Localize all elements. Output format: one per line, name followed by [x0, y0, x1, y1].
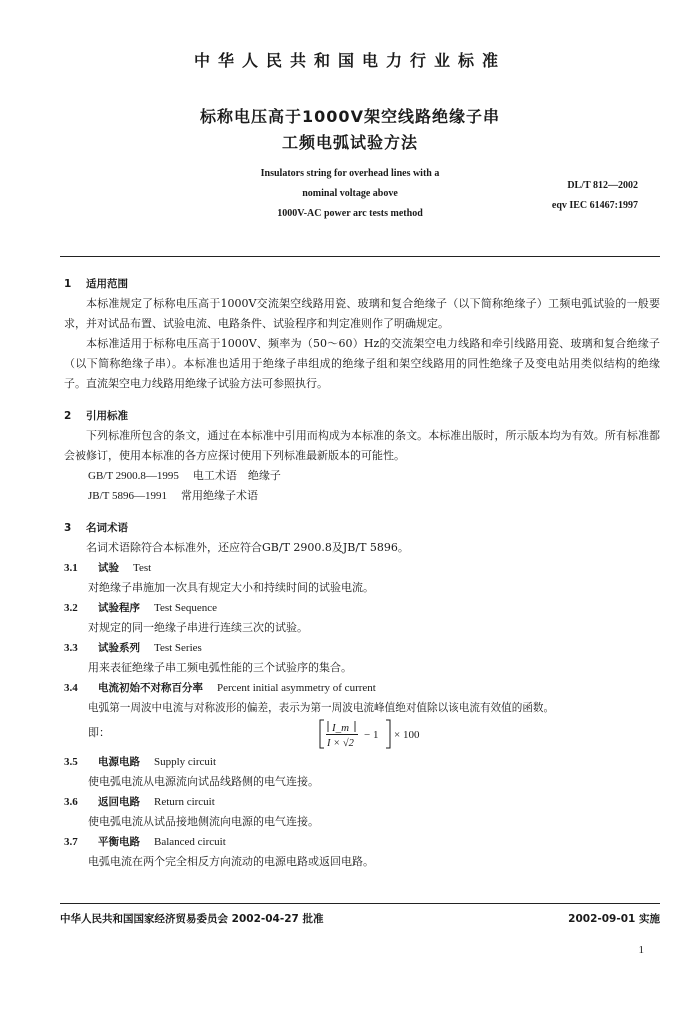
term-chinese: 返回电路	[98, 796, 140, 808]
title-chinese-line-2: 工频电弧试验方法	[281, 133, 418, 152]
paragraph: 本标准适用于标称电压高于1000V、频率为（50～60）Hz的交流架空电力线路和牵引线路用瓷、玻璃和复合绝缘子（以下简称绝缘子串）。本标准也适用于绝缘子串组成的绝缘子组和架空线路用的同性绝缘子及变电站用类似结构的绝缘子。直流架空电力线路用绝缘子试验方法可参照执行。	[64, 337, 660, 390]
term-heading	[64, 792, 660, 812]
reference-item	[88, 466, 660, 486]
paragraph: 下列标准所包含的条文，通过在本标准中引用而构成为本标准的条文。本标准出版时，所示版本均为有效。所有标准都会被修订，使用本标准的各方应探讨使用下列标准最新版本的可能性。	[64, 429, 660, 462]
title-english-line-2: nominal voltage above	[302, 188, 398, 199]
term-chinese: 平衡电路	[98, 836, 140, 848]
title-english-line-3: 1000V-AC power arc tests method	[277, 208, 423, 219]
reference-title: 电工术语 绝缘子	[192, 469, 281, 482]
term-definition: 对绝缘子串施加一次具有规定大小和持续时间的试验电流。	[88, 581, 374, 594]
asymmetry-formula	[318, 718, 448, 750]
term-english: Test Series	[154, 642, 202, 654]
document-body	[64, 274, 660, 872]
term-number: 3.1	[64, 562, 78, 574]
reference-title: 常用绝缘子术语	[180, 489, 258, 502]
formula-graphic	[318, 718, 448, 750]
term-number: 3.3	[64, 642, 78, 654]
section-title: 名词术语	[86, 522, 128, 534]
formula-times-hundred: × 100	[394, 729, 420, 741]
term-number: 3.7	[64, 836, 78, 848]
standard-code-block	[438, 176, 638, 216]
term-chinese: 电流初始不对称百分率	[98, 682, 203, 694]
term-definition: 电弧电流在两个完全相反方向流动的电源电路或返回电路。	[88, 855, 374, 868]
term-heading	[64, 558, 660, 578]
term-heading	[64, 678, 660, 698]
term-chinese: 电源电路	[98, 756, 140, 768]
term-definition: 电弧第一周波中电流与对称波形的偏差，表示为第一周波电流峰值绝对值除以该电流有效值的函数。	[88, 702, 555, 714]
section-title: 适用范围	[86, 278, 128, 290]
section-heading-terms	[64, 518, 660, 538]
header-divider	[60, 256, 660, 257]
term-english: Supply circuit	[154, 756, 217, 768]
term-english: Balanced circuit	[154, 836, 226, 848]
term-heading	[64, 832, 660, 852]
standard-equivalent: eqv IEC 61467:1997	[551, 200, 638, 211]
formula-row	[88, 718, 660, 752]
standard-code: DL/T 812—2002	[567, 180, 638, 191]
paragraph: 名词术语除符合本标准外，还应符合GB/T 2900.8及JB/T 5896。	[86, 541, 409, 554]
section-heading-scope	[64, 274, 660, 294]
term-heading	[64, 752, 660, 772]
section-title: 引用标准	[86, 410, 128, 422]
reference-code: GB/T 2900.8—1995	[88, 470, 179, 482]
term-definition: 用来表征绝缘子串工频电弧性能的三个试验序的集合。	[88, 661, 352, 674]
term-english: Percent initial asymmetry of current	[217, 682, 376, 694]
term-definition: 使电弧电流从电源流向试品线路侧的电气连接。	[88, 775, 319, 788]
standard-category-header: 中华人民共和国电力行业标准	[193, 51, 506, 70]
term-chinese: 试验程序	[98, 602, 140, 614]
formula-label: 即：	[88, 726, 110, 739]
formula-minus-one: − 1	[364, 729, 379, 741]
footer-divider	[60, 903, 660, 904]
term-heading	[64, 598, 660, 618]
term-english: Test	[133, 562, 152, 574]
term-english: Return circuit	[154, 796, 215, 808]
approval-info: 中华人民共和国国家经济贸易委员会 2002-04-27 批准	[60, 913, 324, 925]
term-number: 3.5	[64, 756, 78, 768]
title-chinese-line-1: 标称电压高于1000V架空线路绝缘子串	[200, 107, 500, 126]
reference-code: JB/T 5896—1991	[88, 490, 167, 502]
term-definition: 使电弧电流从试品接地侧流向电源的电气连接。	[88, 815, 319, 828]
effective-date: 2002-09-01 实施	[568, 913, 660, 925]
section-number: 2	[64, 410, 72, 422]
page-number: 1	[638, 944, 644, 956]
title-english-line-1: Insulators string for overhead lines with a	[260, 168, 440, 179]
term-number: 3.2	[64, 602, 78, 614]
term-chinese: 试验系列	[98, 642, 140, 654]
term-definition: 对规定的同一绝缘子串进行连续三次的试验。	[88, 621, 308, 634]
formula-numerator: I_m	[332, 722, 350, 734]
term-number: 3.4	[64, 682, 78, 694]
term-chinese: 试验	[98, 562, 119, 574]
term-number: 3.6	[64, 796, 78, 808]
section-number: 1	[64, 278, 72, 290]
formula-denominator: I × √2	[327, 738, 354, 749]
section-heading-references	[64, 406, 660, 426]
reference-item	[88, 486, 660, 506]
section-number: 3	[64, 522, 72, 534]
term-english: Test Sequence	[154, 602, 218, 614]
term-heading	[64, 638, 660, 658]
paragraph: 本标准规定了标称电压高于1000V交流架空线路用瓷、玻璃和复合绝缘子（以下简称绝缘子）工频电弧试验的一般要求，并对试品布置、试验电流、电路条件、试验程序和判定准则作了明确规定。	[64, 297, 660, 330]
